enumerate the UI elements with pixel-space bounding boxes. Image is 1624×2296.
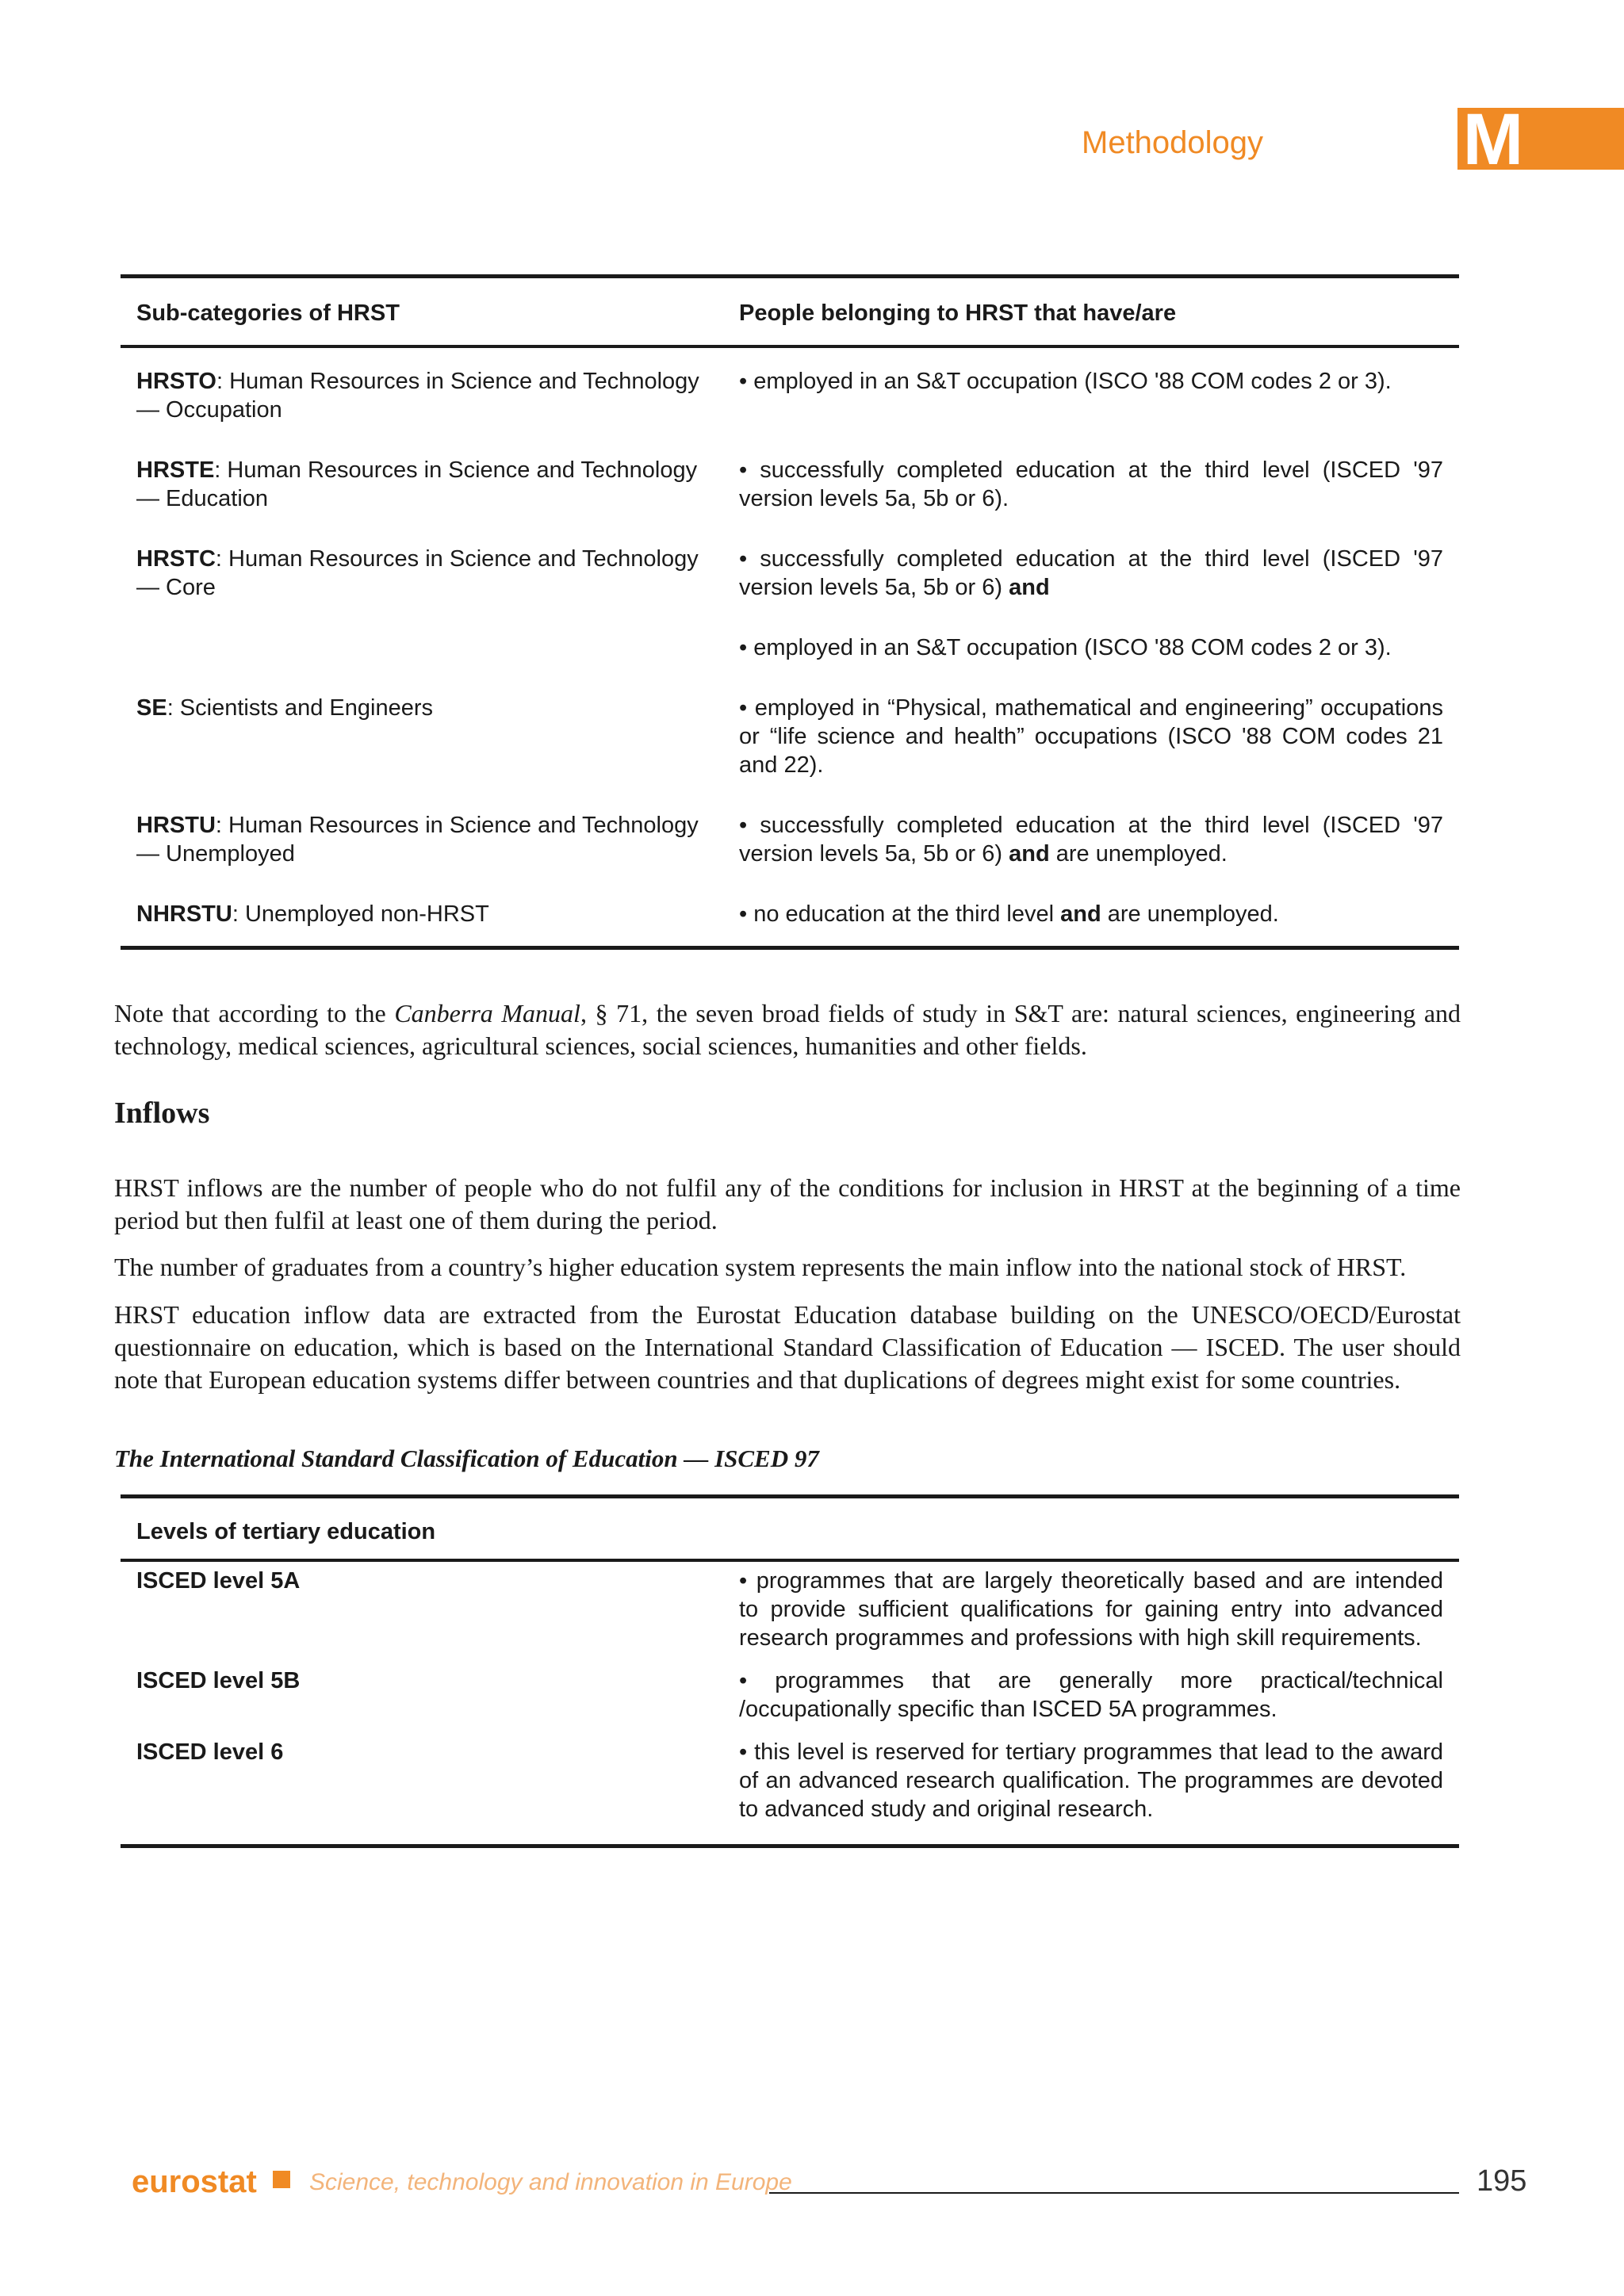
description-text-end: are unemployed. — [1101, 901, 1279, 927]
isced-description-cell: • programmes that are largely theoretically based and are intended to provide sufficient qualifications for gaining entry into advanced research programmes and professions with high skill requirements. — [739, 1568, 1443, 1651]
table-row — [121, 346, 1459, 424]
inflows-paragraph-2: The number of graduates from a country’s higher education system represents the main inflow into the national stock of HRST. — [114, 1253, 1407, 1281]
category-code: NHRSTU — [136, 901, 232, 927]
section-title: Methodology — [1082, 125, 1264, 160]
column-header-levels: Levels of tertiary education — [136, 1519, 436, 1544]
column-header-people: People belonging to HRST that have/are — [739, 300, 1177, 326]
category-cell — [121, 779, 723, 868]
description-cell — [723, 779, 1459, 868]
category-code: SE — [136, 695, 167, 721]
isced-levels-table — [121, 1494, 1459, 1848]
description-cell — [723, 602, 1459, 662]
description-text: • successfully completed education at the third level (ISCED '97 version levels 5a, 5b or 6). — [739, 457, 1443, 511]
category-code: HRSTO — [136, 369, 216, 394]
isced-description-cell: • programmes that are generally more practical/technical /occupationally specific than ISCED 5A programmes. — [739, 1668, 1443, 1722]
description-cell — [723, 424, 1459, 513]
description-text: • employed in “Physical, mathematical and engineering” occupations or “life science and health” occupations (ISCO '88 COM codes 21 and 22). — [739, 695, 1443, 778]
isced-level-cell — [121, 1652, 723, 1724]
category-cell — [121, 346, 723, 424]
logo-square-icon — [273, 2171, 290, 2188]
isced-level-cell — [121, 1560, 723, 1652]
category-cell — [121, 662, 723, 779]
description-emphasis: and — [1060, 901, 1101, 927]
category-name: : Human Resources in Science and Technology — Unemployed — [136, 813, 699, 867]
note-manual-title: Canberra Manual — [394, 999, 580, 1027]
description-cell — [723, 346, 1459, 424]
table-row — [121, 424, 1459, 513]
table-header-row — [121, 1497, 1459, 1561]
page-number: 195 — [1477, 2164, 1527, 2198]
description-cell — [723, 662, 1459, 779]
table-row — [121, 602, 1459, 662]
note-text-end: , § 71, the seven broad fields of study in S&T are: natural sciences, engineering and technology, medical sciences, agricultural sciences, social sciences, humanities and other fields. — [114, 999, 1461, 1060]
description-emphasis: and — [1009, 841, 1050, 867]
category-cell — [121, 602, 723, 662]
category-name: : Scientists and Engineers — [167, 695, 433, 721]
category-code: HRSTE — [136, 457, 215, 483]
category-name: : Human Resources in Science and Technology — Education — [136, 457, 698, 511]
isced-description-cell: • this level is reserved for tertiary programmes that lead to the award of an advanced research qualification. The programmes are devoted to advanced study and original research. — [739, 1739, 1443, 1822]
table-header-row — [121, 277, 1459, 347]
category-cell — [121, 868, 723, 948]
category-cell — [121, 513, 723, 602]
description-text: • successfully completed education at the third level (ISCED '97 version levels 5a, 5b or 6) — [739, 546, 1443, 600]
isced-level-name: ISCED level 5B — [136, 1668, 301, 1693]
table-row — [121, 513, 1459, 602]
hrst-subcategories-table — [121, 274, 1459, 950]
inflows-paragraph-1: HRST inflows are the number of people who do not fulfil any of the conditions for inclusion in HRST at the beginning of a time period but then fulfil at least one of them during the period. — [114, 1173, 1461, 1234]
category-name: : Unemployed non-HRST — [232, 901, 489, 927]
description-emphasis: and — [1009, 575, 1050, 600]
column-header-subcategories: Sub-categories of HRST — [136, 300, 400, 326]
category-name: : Human Resources in Science and Technology — Occupation — [136, 369, 699, 423]
description-text: • employed in an S&T occupation (ISCO '88 COM codes 2 or 3). — [739, 369, 1392, 394]
section-badge-letter: M — [1462, 99, 1524, 180]
note-text: Note that according to the — [114, 999, 395, 1027]
table-row — [121, 868, 1459, 948]
table-row — [121, 1724, 1459, 1846]
category-cell — [121, 424, 723, 513]
table-row — [121, 779, 1459, 868]
note-paragraph — [114, 997, 1461, 1062]
inflows-paragraph-3: HRST education inflow data are extracted from the Eurostat Education database building on the UNESCO/OECD/Eurostat questionnaire on education, which is based on the International Standard Classification of Education — ISCED. The user should note that European education systems differ between countries and that duplications of degrees might exist for some countries. — [114, 1300, 1461, 1394]
section-badge — [1457, 99, 1624, 180]
description-text: • no education at the third level — [739, 901, 1061, 927]
isced-table-caption: The International Standard Classification of Education — ISCED 97 — [114, 1445, 819, 1472]
isced-level-cell — [121, 1724, 723, 1846]
description-text: • successfully completed education at the third level (ISCED '97 version levels 5a, 5b or 6) — [739, 813, 1443, 867]
category-name: : Human Resources in Science and Technology — Core — [136, 546, 699, 600]
description-cell — [723, 513, 1459, 602]
isced-level-name: ISCED level 5A — [136, 1568, 301, 1594]
inflows-heading: Inflows — [114, 1096, 210, 1130]
description-cell — [723, 868, 1459, 948]
publication-title: Science, technology and innovation in Europe — [309, 2169, 792, 2195]
table-row — [121, 1652, 1459, 1724]
description-text: • employed in an S&T occupation (ISCO '88 COM codes 2 or 3). — [739, 635, 1392, 660]
table-row — [121, 662, 1459, 779]
eurostat-logo-text: eurostat — [132, 2164, 257, 2199]
table-row — [121, 1560, 1459, 1652]
description-text-end: are unemployed. — [1049, 841, 1228, 867]
column-header-empty — [723, 1497, 1459, 1561]
category-code: HRSTC — [136, 546, 216, 572]
category-code: HRSTU — [136, 813, 216, 838]
isced-level-name: ISCED level 6 — [136, 1739, 284, 1765]
footer-divider — [769, 2192, 1459, 2194]
